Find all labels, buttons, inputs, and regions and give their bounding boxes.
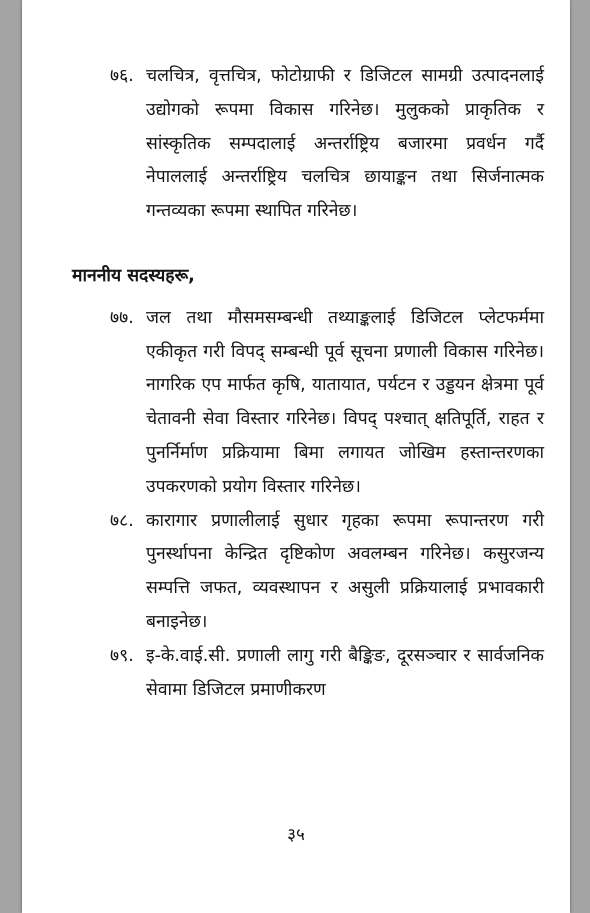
paragraph-number: ७९. [110,645,134,666]
section-heading: माननीय सदस्यहरू, [72,265,195,286]
paragraph-number: ७८. [110,510,134,531]
paragraph-number: ७६. [110,66,134,86]
page-number: ३५ [287,825,305,845]
paragraph-78 [72,505,544,640]
paragraph-text: चलचित्र, वृत्तचित्र, फोटोग्राफी र डिजिटल सामग्री उत्पादनलाई उद्योगको रूपमा विकास गरिनेछ। मुलुकको प्राकृतिक र सांस्कृतिक सम्पदालाई अन्तर्राष्ट्रिय बजारमा प्रवर्धन गर्दै नेपाललाई अन्तर्राष्ट्रिय चलचित्र छायाङ्कन तथा सिर्जनात्मक गन्तव्यका रूपमा स्थापित गरिनेछ। [146,66,544,222]
paragraph-text: इ-के.वाई.सी. प्रणाली लागु गरी बैङ्किङ, दूरसञ्चार र सार्वजनिक सेवामा डिजिटल प्रमाणीकरण [146,645,544,700]
paragraph-79 [72,640,544,708]
paragraph-text: जल तथा मौसमसम्बन्धी तथ्याङ्कलाई डिजिटल प्लेटफर्ममा एकीकृत गरी विपद् सम्बन्धी पूर्व सूचना प्रणाली विकास गरिनेछ। नागरिक एप मार्फत कृषि, यातायात, पर्यटन र उड्डयन क्षेत्रमा पूर्व चेतावनी सेवा विस्तार गरिनेछ। विपद् पश्चात् क्षतिपूर्ति, राहत र पुनर्निर्माण प्रक्रियामा बिमा लगायत जोखिम हस्तान्तरणका उपकरणको प्रयोग विस्तार गरिनेछ। [146,307,544,497]
paragraph-77 [72,302,544,505]
paragraph-text: कारागार प्रणालीलाई सुधार गृहका रूपमा रूपान्तरण गरी पुनर्स्थापना केन्द्रित दृष्टिकोण अवलम्बन गरिनेछ। कसुरजन्य सम्पत्ति जफत, व्यवस्थापन र असुली प्रक्रियालाई प्रभावकारी बनाइनेछ। [146,510,544,632]
document-page [22,0,570,913]
paragraph-76 [72,60,544,229]
paragraph-number: ७७. [110,307,134,328]
page-content [72,60,544,707]
